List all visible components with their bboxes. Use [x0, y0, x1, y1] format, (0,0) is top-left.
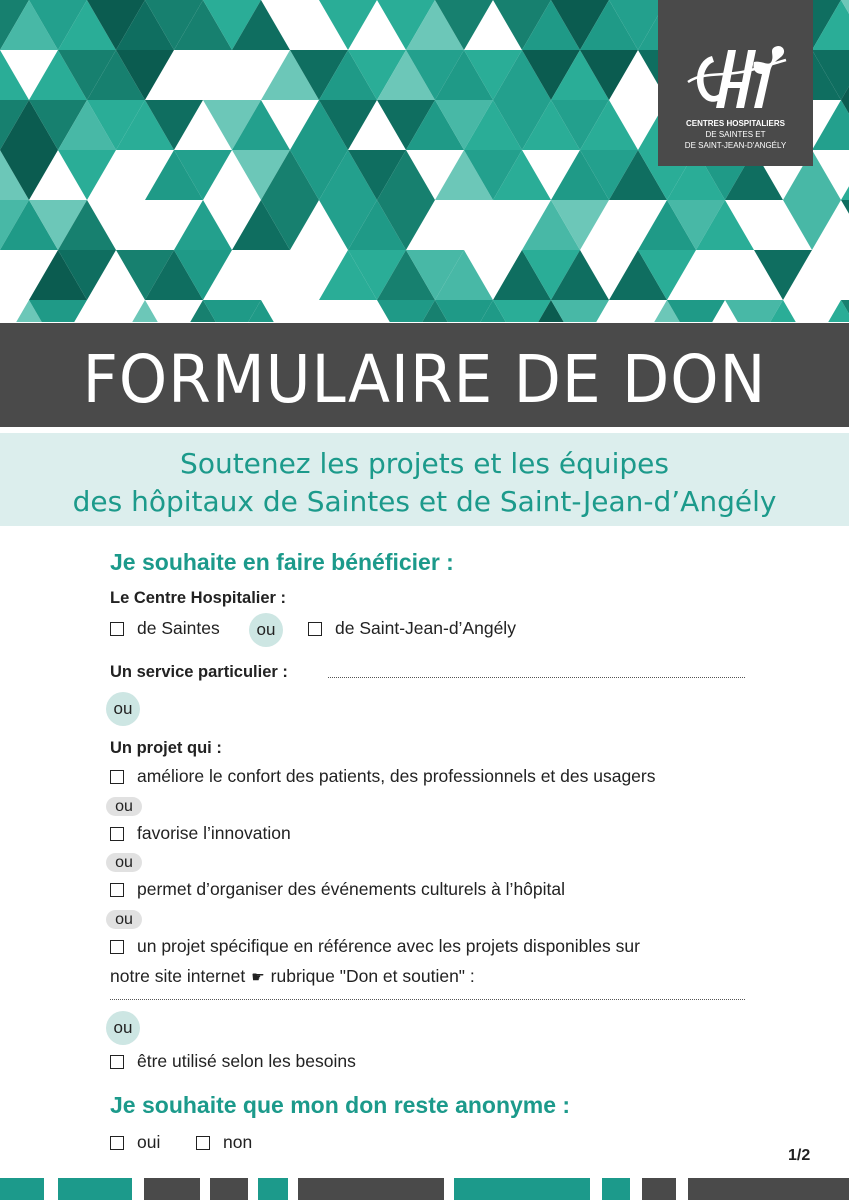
projet-specifique-input-line[interactable]	[110, 998, 745, 1000]
hospital-sja-row	[308, 618, 516, 639]
pattern-triangle	[754, 250, 812, 300]
pattern-triangle	[0, 50, 29, 100]
title-band	[0, 323, 849, 427]
checkbox-projet-specifique[interactable]	[110, 940, 124, 954]
projet-option-4-row	[110, 936, 640, 957]
subtitle-line-1: Soutenez les projets et les équipes	[180, 447, 669, 480]
footer-block	[210, 1178, 248, 1200]
anon-yes-label: oui	[137, 1132, 161, 1152]
logo-line-3: DE SAINT-JEAN-D'ANGÉLY	[684, 141, 787, 150]
projet-option-4-line-2	[110, 966, 475, 987]
footer-block	[298, 1178, 444, 1200]
checkbox-non[interactable]	[196, 1136, 210, 1150]
checkbox-oui[interactable]	[110, 1136, 124, 1150]
footer-block	[688, 1178, 849, 1200]
footer-block	[0, 1178, 44, 1200]
footer-block	[602, 1178, 630, 1200]
logo-text	[658, 118, 813, 151]
option-sja-label: de Saint-Jean-d’Angély	[335, 618, 516, 638]
ou-badge: ou	[106, 692, 140, 726]
hand-pointer-icon: ☛	[251, 968, 265, 986]
logo-line-2: DE SAINTES ET	[705, 130, 766, 139]
footer-block	[144, 1178, 200, 1200]
pattern-triangle	[841, 200, 849, 250]
projet-label: Un projet qui :	[110, 739, 222, 757]
ou-badge: ou	[106, 797, 142, 816]
checkbox-besoins[interactable]	[110, 1055, 124, 1069]
footer-block	[454, 1178, 590, 1200]
besoins-label: être utilisé selon les besoins	[137, 1051, 356, 1071]
footer-block	[258, 1178, 288, 1200]
service-input-line[interactable]	[328, 676, 745, 678]
logo-box	[658, 0, 813, 166]
pattern-triangle	[783, 200, 841, 250]
ou-badge: ou	[249, 613, 283, 647]
section-anonymous-title: Je souhaite que mon don reste anonyme :	[110, 1092, 571, 1118]
pattern-triangle	[841, 150, 849, 200]
anon-yes-row	[110, 1132, 160, 1153]
chsj-logo-icon	[682, 42, 790, 114]
projet-option-4-line-2b: rubrique "Don et soutien" :	[270, 966, 475, 986]
pattern-triangle	[319, 0, 377, 50]
pattern-triangle	[58, 150, 116, 200]
checkbox-innovation[interactable]	[110, 827, 124, 841]
checkbox-saint-jean[interactable]	[308, 622, 322, 636]
ou-badge: ou	[106, 1011, 140, 1045]
ou-badge: ou	[106, 910, 142, 929]
pattern-triangle	[812, 100, 849, 150]
hospital-saintes-row	[110, 618, 220, 639]
checkbox-saintes[interactable]	[110, 622, 124, 636]
projet-option-1-label: améliore le confort des patients, des professionnels et des usagers	[137, 766, 656, 786]
page-number: 1/2	[788, 1147, 811, 1164]
subtitle-line-2: des hôpitaux de Saintes et de Saint-Jean-d’Angély	[72, 485, 777, 518]
page-title: FORMULAIRE DE DON	[82, 341, 767, 418]
pattern-triangle	[174, 200, 232, 250]
footer-block	[58, 1178, 132, 1200]
footer-block	[642, 1178, 676, 1200]
projet-option-3-row	[110, 879, 565, 900]
checkbox-culturels[interactable]	[110, 883, 124, 897]
option-saintes-label: de Saintes	[137, 618, 220, 638]
projet-option-4-line-1: un projet spécifique en référence avec les projets disponibles sur	[137, 936, 640, 956]
projet-option-1-row	[110, 766, 656, 787]
subtitle-band	[0, 433, 849, 526]
projet-option-2-row	[110, 823, 291, 844]
anon-no-label: non	[223, 1132, 253, 1152]
section-beneficiary-title: Je souhaite en faire bénéficier :	[110, 549, 454, 575]
checkbox-confort[interactable]	[110, 770, 124, 784]
logo-line-1: CENTRES HOSPITALIERS	[686, 119, 785, 128]
hospital-label: Le Centre Hospitalier :	[110, 589, 287, 607]
anon-no-row	[196, 1132, 252, 1153]
besoins-row	[110, 1051, 356, 1072]
pattern-triangle	[116, 300, 174, 322]
service-label: Un service particulier :	[110, 663, 288, 681]
projet-option-4-line-2a: notre site internet	[110, 966, 246, 986]
projet-option-2-label: favorise l’innovation	[137, 823, 291, 843]
projet-option-3-label: permet d’organiser des événements culturels à l’hôpital	[137, 879, 566, 899]
ou-badge: ou	[106, 853, 142, 872]
